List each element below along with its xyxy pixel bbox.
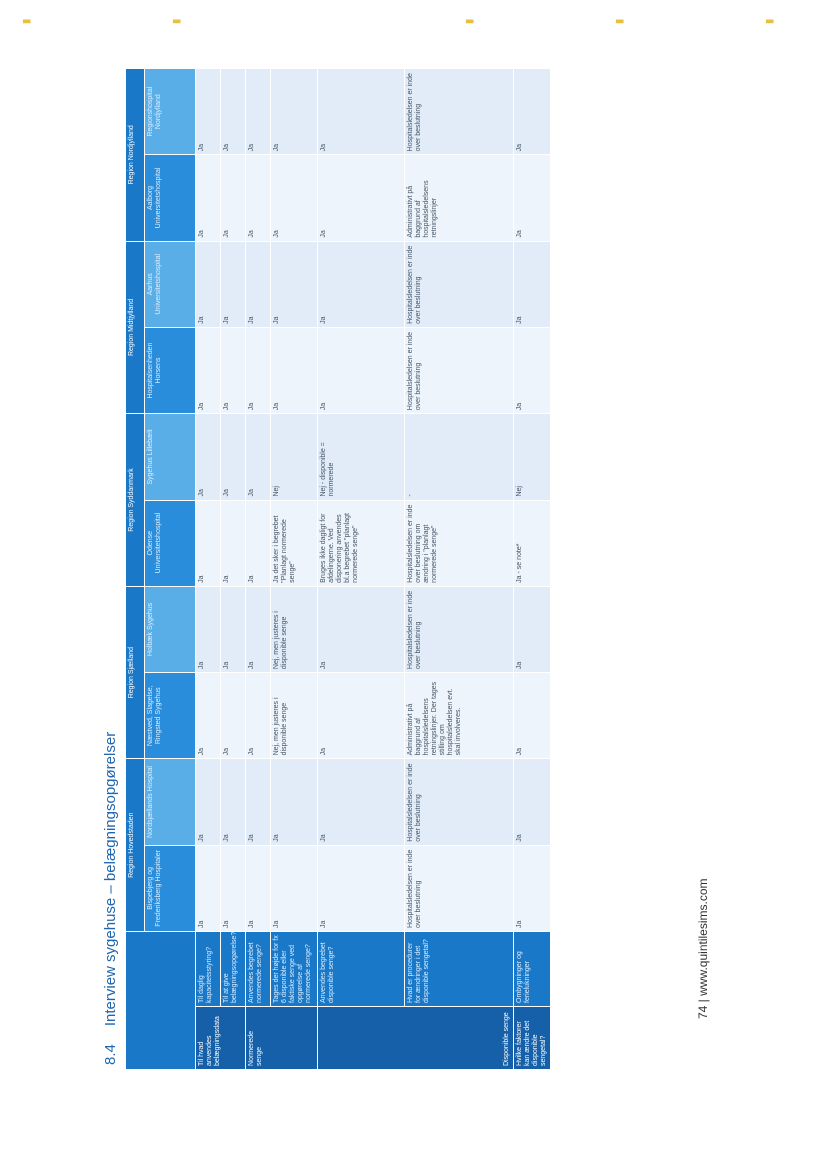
table-cell: Ja <box>318 587 404 672</box>
row-section-label: Disponible senge <box>318 1007 513 1069</box>
table-cell: Ja <box>318 155 404 240</box>
table-cell: Ja <box>221 328 245 413</box>
table-cell: Ja <box>246 328 270 413</box>
table-row <box>514 69 550 1069</box>
table-cell: Hospitalsledelsen er inde over beslutning <box>405 759 513 844</box>
table-cell: Ja <box>221 242 245 327</box>
hospital-header: Næstved, Slagelse, Ringsted Sygehus <box>145 673 195 758</box>
table-cell: Ja <box>514 846 550 931</box>
hospital-header: Hospitalsenheden Horsens <box>145 328 195 413</box>
table-cell: Ja <box>318 759 404 844</box>
region-header: Region Nordjylland <box>126 69 144 241</box>
table-cell: Ja <box>246 242 270 327</box>
section-number: 8.4 <box>102 1044 119 1065</box>
table-cell: - <box>405 414 513 499</box>
table-cell: Ja <box>246 587 270 672</box>
table-cell: Bruges ikke dagligt for afdelingerne. Ved disponering anvendes bl.a begrebet "planlagt normerede senge" <box>318 501 404 586</box>
row-question: Ombygninger og ferielukninger <box>514 932 550 1006</box>
hospital-header: Holbæk Sygehus <box>145 587 195 672</box>
row-question: Anvendes begrebet normerede senge? <box>246 932 270 1006</box>
table-cell: Hospitalsledelsen er inde over beslutning <box>405 69 513 154</box>
region-header: Region Sjælland <box>126 587 144 759</box>
row-question: Tages der højde for fx 6 disponible eller faktiske senge ved opgørelse af normerede senge? <box>271 932 317 1006</box>
table-cell: Ja det sker i begrebet "Planlagt normerede senge" <box>271 501 317 586</box>
table-cell: Ja <box>196 242 220 327</box>
table-cell: Ja <box>196 673 220 758</box>
table-cell: Ja <box>196 69 220 154</box>
table-cell: Ja <box>514 673 550 758</box>
table-cell: Ja <box>271 759 317 844</box>
table-cell: Ja <box>271 846 317 931</box>
table-cell: Ja <box>514 242 550 327</box>
header-corner <box>126 932 195 1069</box>
row-question: Til at give belægningsopgørelse? <box>221 932 245 1006</box>
table-cell: Ja <box>221 587 245 672</box>
table-cell: Ja <box>221 155 245 240</box>
table-cell: Ja <box>221 846 245 931</box>
table-row <box>271 69 317 1069</box>
table-cell: Ja <box>271 155 317 240</box>
row-section-label: Til hvad anvendes belægningsdata <box>196 1007 245 1069</box>
table-cell: Ja <box>221 69 245 154</box>
table-cell: Nej - disponible = normerede <box>318 414 404 499</box>
hospital-header: Bispebjerg og Frederiksberg Hospitaler <box>145 846 195 931</box>
table-cell: Nej, men justeres i disponible senge <box>271 587 317 672</box>
table-cell: Ja <box>318 673 404 758</box>
table-cell: Ja <box>196 846 220 931</box>
hospital-header: Regionshospital Nordjylland <box>145 69 195 154</box>
region-header: Region Hovedstaden <box>126 759 144 931</box>
row-section-label: Hvilke faktorer kan ændre det disponible sengetal? <box>514 1007 550 1069</box>
table-cell: Ja <box>246 846 270 931</box>
region-header: Region Syddanmark <box>126 414 144 586</box>
table-cell: Administrativt på baggrund af hospitalsledelsens retningslinjer. Der tages stilling om hospitalsledelsen evt. skal involveres. <box>405 673 513 758</box>
region-header: Region Midtjylland <box>126 242 144 414</box>
table-cell: Ja <box>271 69 317 154</box>
table-cell: Nej <box>514 414 550 499</box>
row-question: Hvad er procedurer for ændringer i det disponible sengetal? <box>405 932 513 1006</box>
table-cell: Ja <box>514 69 550 154</box>
table-row <box>196 69 220 1069</box>
table-cell: Nej <box>271 414 317 499</box>
table-cell: Ja <box>221 414 245 499</box>
hospital-interview-table <box>125 68 551 1070</box>
yellow-speck: ▬ <box>765 16 775 27</box>
table-cell: Ja <box>196 501 220 586</box>
table-cell: Ja <box>514 759 550 844</box>
table-cell: Ja <box>221 673 245 758</box>
table-cell: Ja <box>221 501 245 586</box>
yellow-speck: ▬ <box>615 16 625 27</box>
row-question: Til daglig kapacitetsstyring? <box>196 932 220 1006</box>
table-cell: Ja <box>318 846 404 931</box>
table-cell: Hospitalsledelsen er inde over beslutning <box>405 587 513 672</box>
table-cell: Hospitalsledelsen er inde over beslutning <box>405 242 513 327</box>
table-cell: Ja <box>318 328 404 413</box>
section-title <box>102 732 119 1065</box>
table-row <box>246 69 270 1069</box>
table-cell: Ja <box>221 759 245 844</box>
row-question: Anvendes begrebet disponible senge? <box>318 932 404 1006</box>
table-cell: Ja <box>246 69 270 154</box>
table-cell: Ja - se note* <box>514 501 550 586</box>
yellow-speck: ▬ <box>22 16 32 27</box>
table-cell: Ja <box>196 759 220 844</box>
table-cell: Ja <box>196 587 220 672</box>
table-cell: Hospitalsledelsen er inde over beslutning <box>405 328 513 413</box>
table-cell: Ja <box>514 587 550 672</box>
table-cell: Ja <box>514 155 550 240</box>
hospital-header: Aarhus Universitetshospital <box>145 242 195 327</box>
yellow-speck: ▬ <box>465 16 475 27</box>
hospital-header: Aalborg Universitetshospital <box>145 155 195 240</box>
table-cell: Hospitalsledelsen er inde over beslutning <box>405 846 513 931</box>
page-footer: 74 | www.quintilesims.com <box>696 878 710 1019</box>
table-cell: Ja <box>196 155 220 240</box>
table-row <box>405 69 513 1069</box>
table-cell: Ja <box>271 242 317 327</box>
table-row <box>318 69 404 1069</box>
table-cell: Hospitalsledelsen er inde over beslutning om ændring i "planlagt normerede senge" <box>405 501 513 586</box>
table-cell: Ja <box>196 414 220 499</box>
row-section-label: Normerede senge <box>246 1007 317 1069</box>
hospital-header: Sygehus Lillebælt <box>145 414 195 499</box>
section-title-text: Interview sygehuse – belægningsopgørelser <box>102 731 119 1027</box>
table-cell: Ja <box>271 328 317 413</box>
yellow-speck: ▬ <box>172 16 182 27</box>
table-row <box>221 69 245 1069</box>
table-body <box>196 69 550 1069</box>
table-cell: Administrativt på baggrund af hospitalsledelsens retningslinjer <box>405 155 513 240</box>
hospital-header: Odense Universitetshospital <box>145 501 195 586</box>
table-cell: Ja <box>246 414 270 499</box>
table-cell: Ja <box>246 501 270 586</box>
table-cell: Ja <box>514 328 550 413</box>
table-cell: Ja <box>196 328 220 413</box>
hospital-header: Nordsjællands Hospital <box>145 759 195 844</box>
table-cell: Ja <box>318 69 404 154</box>
table-cell: Ja <box>318 242 404 327</box>
table-cell: Ja <box>246 673 270 758</box>
region-header-row <box>126 69 144 1069</box>
table-cell: Nej, men justeres i disponible senge <box>271 673 317 758</box>
table-cell: Ja <box>246 759 270 844</box>
table-cell: Ja <box>246 155 270 240</box>
hospital-header-row <box>145 69 195 1069</box>
